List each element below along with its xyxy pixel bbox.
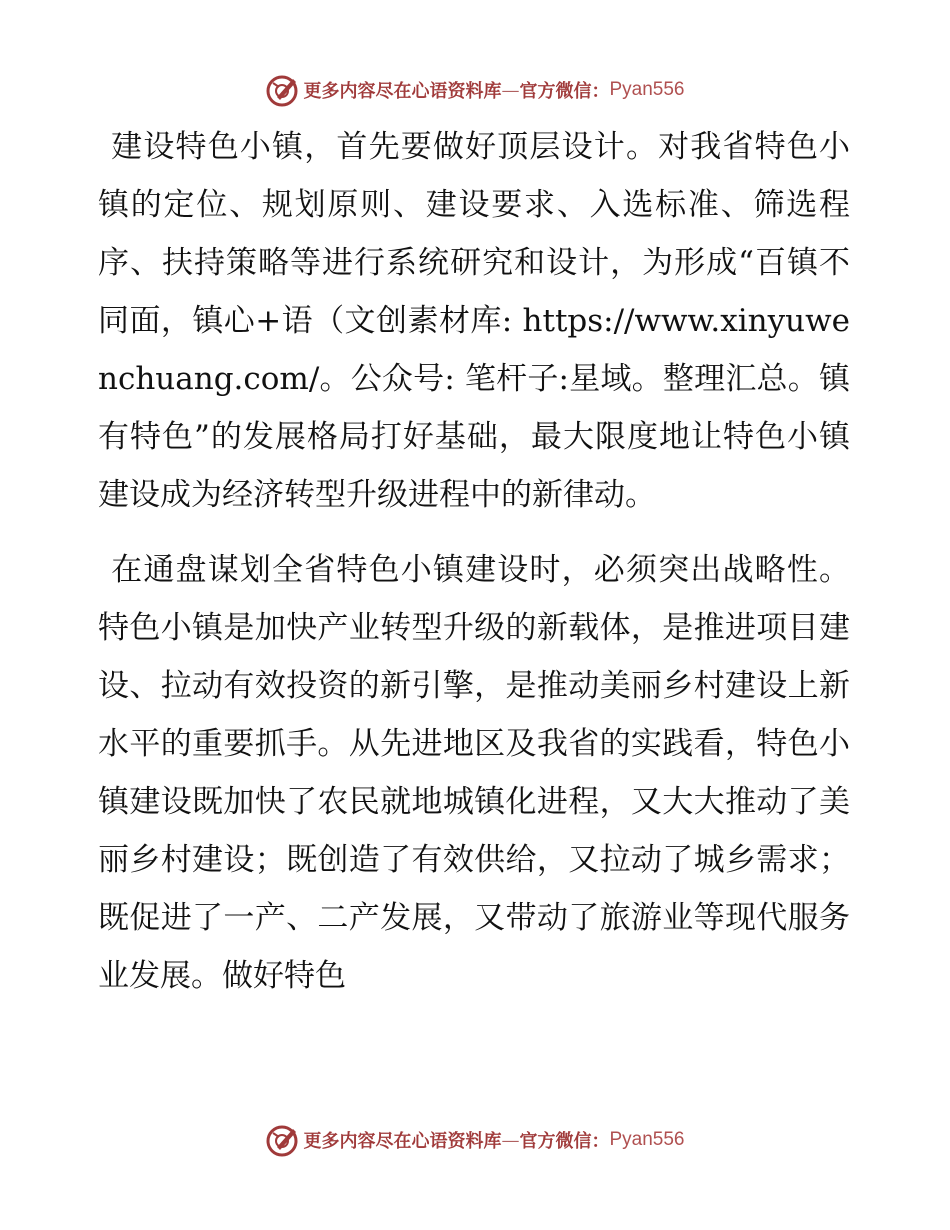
banner-wechat-label: 官方微信： — [519, 81, 610, 102]
banner-separator: — — [501, 1129, 520, 1151]
paragraph-2 — [98, 541, 850, 1005]
banner-main-text: 更多内容尽在心语资料库 — [303, 1131, 502, 1152]
brand-logo-icon — [265, 73, 299, 107]
body-text — [98, 118, 850, 1022]
paragraph-1 — [98, 118, 850, 524]
banner-wechat-id: Pyan556 — [609, 1129, 685, 1150]
paragraph-2-text: 在通盘谋划全省特色小镇建设时，必须突出战略性。特色小镇是加快产业转型升级的新载体，是推进项目建设、拉动有效投资的新引擎，是推动美丽乡村建设上新水平的重要抓手。从先进地区及我省的实践看，特色小镇建设既加快了农民就地城镇化进程，又大大推动了美丽乡村建设；既创造了有效供给，又拉动了城乡需求；既促进了一产、二产发展，又带动了旅游业等现代服务业发展。做好特色 — [98, 552, 850, 994]
banner-wechat-id: Pyan556 — [609, 79, 685, 100]
paragraph-1-text: 建设特色小镇，首先要做好顶层设计。对我省特色小镇的定位、规划原则、建设要求、入选标准、筛选程序、扶持策略等进行系统研究和设计，为形成“百镇不同面，镇心+语（文创素材库: https://www.xinyuwenchuang.com/。公众号: 笔杆子:星域。整理汇总。镇有特色”的发展格局打好基础，最大限度地让特色小镇建设成为经济转型升级进程中的新律动。 — [98, 129, 850, 513]
brand-logo-icon — [265, 1123, 299, 1157]
banner-wechat-label: 官方微信： — [519, 1131, 610, 1152]
header-banner — [0, 70, 950, 110]
footer-banner — [0, 1120, 950, 1160]
banner-main-text: 更多内容尽在心语资料库 — [303, 81, 502, 102]
banner-separator: — — [501, 79, 520, 101]
